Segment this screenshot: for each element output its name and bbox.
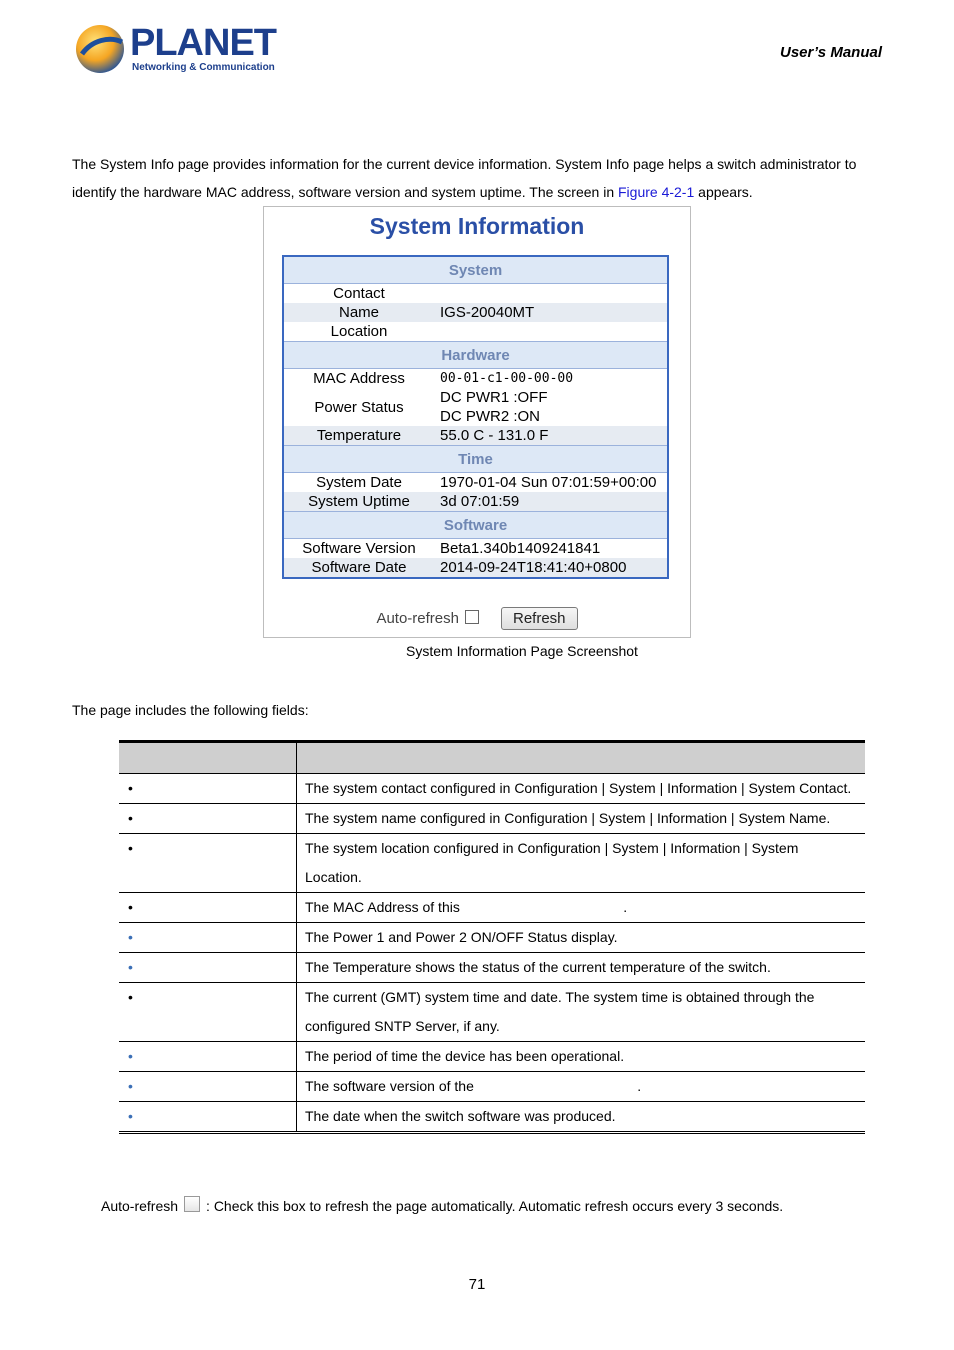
system-information-table xyxy=(282,255,669,579)
description-text: Location. xyxy=(305,869,362,885)
section-header-time xyxy=(283,446,668,473)
description-text: configured SNTP Server, if any. xyxy=(305,1018,500,1034)
intro-paragraph xyxy=(72,150,884,206)
section-header-hardware xyxy=(283,342,668,369)
description-cell xyxy=(297,893,866,923)
description-cell xyxy=(297,774,866,804)
section-header-system xyxy=(283,256,668,284)
bullet-icon: • xyxy=(128,810,133,826)
bullet-icon: • xyxy=(128,1048,133,1064)
autorefresh-checkbox[interactable] xyxy=(465,610,479,624)
section-title: Time xyxy=(283,446,668,473)
table-row xyxy=(119,953,865,983)
info-row xyxy=(283,322,668,342)
fields-intro: The page includes the following fields: xyxy=(72,702,309,718)
figure-link[interactable]: Figure 4-2-1 xyxy=(618,184,695,200)
info-label: Software Date xyxy=(283,558,434,578)
object-cell xyxy=(119,953,297,983)
object-cell xyxy=(119,983,297,1042)
info-value xyxy=(434,473,668,493)
info-row xyxy=(283,303,668,322)
autorefresh-label: Auto-refresh xyxy=(376,610,459,627)
description-cell xyxy=(297,1102,866,1133)
info-row xyxy=(283,426,668,446)
info-row xyxy=(283,284,668,304)
intro-text-end: appears. xyxy=(694,184,753,200)
header-cell-description xyxy=(297,742,866,774)
info-label: System Date xyxy=(316,474,402,491)
info-value xyxy=(434,558,668,578)
autorefresh-note-label: Auto-refresh xyxy=(101,1198,179,1214)
section-title: System xyxy=(283,256,668,284)
table-row xyxy=(119,1102,865,1133)
description-text: The system contact configured in Configuration | System | Information | System Contact. xyxy=(305,780,852,796)
object-cell xyxy=(119,804,297,834)
object-cell xyxy=(119,834,297,893)
manual-title: User’s Manual xyxy=(780,44,882,61)
description-text: The date when the switch software was produced. xyxy=(305,1108,616,1124)
planet-logo xyxy=(74,22,274,78)
info-value xyxy=(434,322,668,342)
info-label: Name xyxy=(283,303,434,322)
object-cell xyxy=(119,893,297,923)
screenshot-title: System Information xyxy=(369,213,585,239)
info-value xyxy=(434,426,668,446)
info-row xyxy=(283,369,668,389)
description-cell xyxy=(297,983,866,1042)
info-label: Temperature xyxy=(283,426,434,446)
info-label: MAC Address xyxy=(313,370,405,387)
table-row xyxy=(119,1072,865,1102)
table-row xyxy=(119,834,865,893)
info-value-line: 00-01-c1-00-00-00 xyxy=(440,371,574,386)
intro-text: The System Info page provides information for the current device information. System Info page helps a switch administrator to identify the hardware MAC address, software version and system uptime. The screen in xyxy=(72,156,857,200)
description-cell xyxy=(297,953,866,983)
info-value xyxy=(434,539,668,559)
info-label: Location xyxy=(330,323,388,340)
brand-name: PLANET xyxy=(130,22,276,64)
table-row xyxy=(119,983,865,1042)
description-text: The Power 1 and Power 2 ON/OFF Status display. xyxy=(305,929,618,945)
autorefresh-note xyxy=(101,1192,783,1220)
bullet-icon: • xyxy=(128,899,133,915)
object-cell xyxy=(119,923,297,953)
header-cell-object xyxy=(119,742,297,774)
refresh-button[interactable]: Refresh xyxy=(501,607,578,630)
bullet-icon: • xyxy=(128,989,133,1005)
figure-caption: System Information Page Screenshot xyxy=(406,643,638,659)
info-label: Software Version xyxy=(302,540,416,557)
info-row xyxy=(283,473,668,493)
description-text: The MAC Address of this . xyxy=(305,899,628,915)
bullet-icon: • xyxy=(128,780,133,796)
info-value xyxy=(434,369,668,389)
description-cell xyxy=(297,923,866,953)
info-row xyxy=(283,492,668,512)
info-value-line: 3d 07:01:59 xyxy=(440,493,520,510)
description-text: The system location configured in Configuration | System | Information | System xyxy=(305,840,799,856)
info-value-line: 1970-01-04 Sun 07:01:59+00:00 xyxy=(440,474,657,491)
description-cell xyxy=(297,1042,866,1072)
info-value-line: IGS-20040MT xyxy=(440,304,535,321)
table-row xyxy=(119,774,865,804)
object-cell xyxy=(119,1102,297,1133)
section-title: Software xyxy=(283,512,668,539)
autorefresh-row xyxy=(264,607,690,630)
info-value-line: 55.0 C - 131.0 F xyxy=(440,427,549,444)
description-text: The period of time the device has been operational. xyxy=(305,1048,625,1064)
object-cell xyxy=(119,1072,297,1102)
info-row xyxy=(283,388,668,426)
brand-tagline: Networking & Communication xyxy=(132,62,275,73)
info-label: Contact xyxy=(333,285,385,302)
bullet-icon: • xyxy=(128,1078,133,1094)
table-row xyxy=(119,804,865,834)
checkbox-icon xyxy=(184,1196,200,1212)
description-text: The software version of the . xyxy=(305,1078,642,1094)
info-value xyxy=(434,284,668,304)
info-value-line: Beta1.340b1409241841 xyxy=(440,540,601,557)
table-row xyxy=(119,923,865,953)
bullet-icon: • xyxy=(128,959,133,975)
table-row xyxy=(119,893,865,923)
info-row xyxy=(283,558,668,578)
info-value xyxy=(434,303,668,322)
fields-table-header xyxy=(119,742,865,774)
table-row xyxy=(119,1042,865,1072)
description-cell xyxy=(297,834,866,893)
page-number: 71 xyxy=(468,1276,486,1293)
info-value xyxy=(434,388,668,426)
description-text: The system name configured in Configuration | System | Information | System Name. xyxy=(305,810,831,826)
info-value-line: DC PWR2 :ON xyxy=(440,408,541,425)
object-cell xyxy=(119,1042,297,1072)
autorefresh-note-text: : Check this box to refresh the page automatically. Automatic refresh occurs every 3 seconds. xyxy=(206,1198,784,1214)
bullet-icon: • xyxy=(128,929,133,945)
section-header-software xyxy=(283,512,668,539)
info-label: System Uptime xyxy=(283,492,434,512)
system-information-screenshot xyxy=(263,206,691,638)
description-text: The current (GMT) system time and date. The system time is obtained through the xyxy=(305,989,815,1005)
info-value xyxy=(434,492,668,512)
info-row xyxy=(283,539,668,559)
info-label: Power Status xyxy=(314,398,404,416)
description-cell xyxy=(297,1072,866,1102)
section-title: Hardware xyxy=(283,342,668,369)
bullet-icon: • xyxy=(128,840,133,856)
info-value-line: 2014-09-24T18:41:40+0800 xyxy=(440,559,627,576)
fields-table xyxy=(119,740,865,1134)
object-cell xyxy=(119,774,297,804)
description-cell xyxy=(297,804,866,834)
info-value-line: DC PWR1 :OFF xyxy=(440,389,548,406)
description-text: The Temperature shows the status of the current temperature of the switch. xyxy=(305,959,771,975)
bullet-icon: • xyxy=(128,1108,133,1124)
